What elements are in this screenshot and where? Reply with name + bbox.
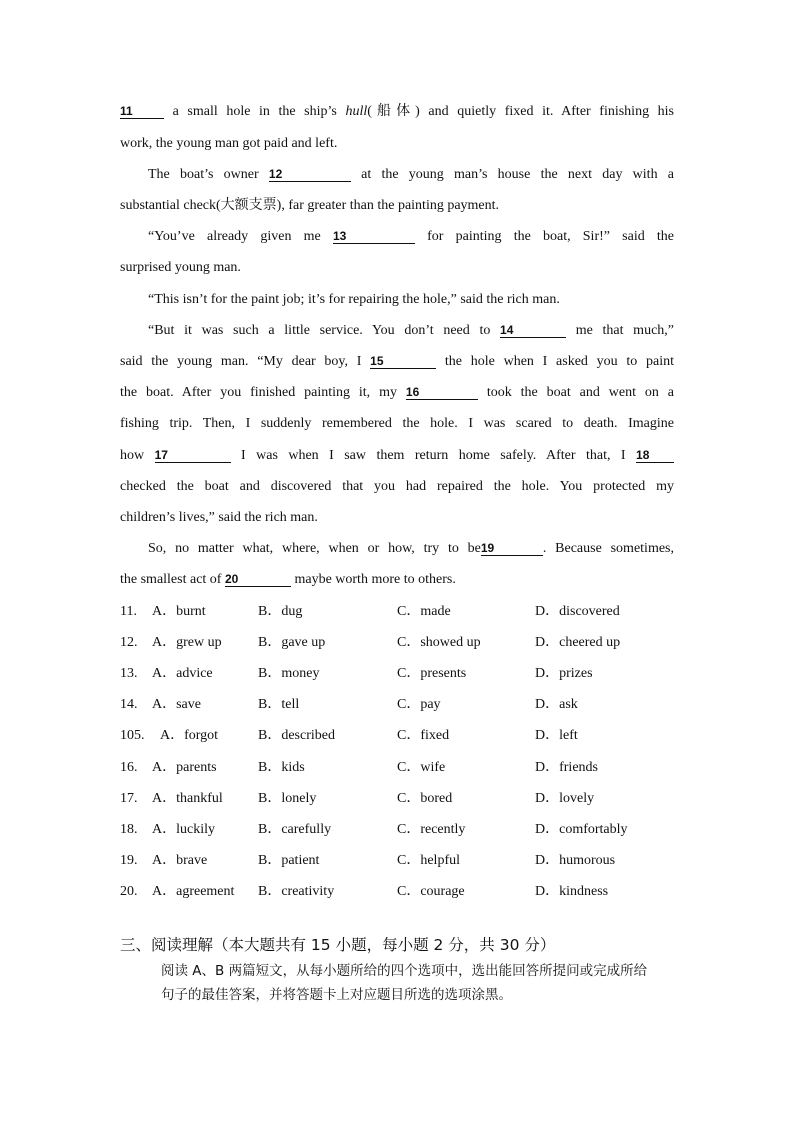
passage-line-14: children’s lives,” said the rich man. <box>120 510 318 525</box>
question-number: 18. <box>120 822 138 837</box>
option-a: A．forgot <box>160 728 219 743</box>
question-number: 16. <box>120 760 138 775</box>
question-number: 13. <box>120 666 138 681</box>
question-number: 105. <box>120 728 145 743</box>
option-row <box>120 852 680 870</box>
option-a: A．grew up <box>152 635 222 650</box>
passage-line-5: “You’ve already given me 13 for painting the boat, Sir!” said the <box>148 229 674 244</box>
blank-18: 18 <box>636 449 674 463</box>
passage-line-10: the boat. After you finished painting it, my 16 took the boat and went on a <box>120 385 675 400</box>
option-d: D．ask <box>535 697 578 712</box>
question-number: 11. <box>120 604 137 619</box>
option-row <box>120 665 680 683</box>
option-c: C．pay <box>397 697 441 712</box>
option-d: D．comfortably <box>535 822 628 837</box>
passage-line-9: said the young man. “My dear boy, I 15 the hole when I asked you to paint <box>120 354 675 369</box>
option-b: B．lonely <box>258 791 317 806</box>
option-d: D．cheered up <box>535 635 621 650</box>
passage-line-12: how 17 I was when I saw them return home safely. After that, I 18 <box>120 447 674 465</box>
option-b: B．described <box>258 728 335 743</box>
passage-line-3: The boat’s owner 12 at the young man’s house the next day with a <box>148 167 675 182</box>
question-number: 20. <box>120 884 138 899</box>
option-a: A．luckily <box>152 822 215 837</box>
option-b: B．dug <box>258 604 303 619</box>
question-number: 14. <box>120 697 138 712</box>
option-row <box>120 727 680 745</box>
blank-17: 17 <box>155 449 231 463</box>
option-row <box>120 603 680 621</box>
passage-line-2: work, the young man got paid and left. <box>120 136 338 151</box>
option-row <box>120 759 680 777</box>
option-c: C．showed up <box>397 635 481 650</box>
option-c: C．fixed <box>397 728 450 743</box>
blank-12: 12 <box>269 168 351 182</box>
section-title: 三、阅读理解（本大题共有 15 小题，每小题 2 分，共 30 分） <box>120 936 556 954</box>
option-b: B．patient <box>258 853 320 868</box>
question-number: 17. <box>120 791 138 806</box>
option-d: D．left <box>535 728 578 743</box>
option-c: C．recently <box>397 822 466 837</box>
option-a: A．save <box>152 697 201 712</box>
option-c: C．presents <box>397 666 467 681</box>
option-d: D．prizes <box>535 666 593 681</box>
blank-14: 14 <box>500 324 566 338</box>
option-row <box>120 821 680 839</box>
option-a: A．brave <box>152 853 208 868</box>
option-a: A．agreement <box>152 884 235 899</box>
option-a: A．advice <box>152 666 213 681</box>
option-b: B．kids <box>258 760 305 775</box>
blank-11: 11 <box>120 105 164 119</box>
option-b: B．carefully <box>258 822 332 837</box>
option-row <box>120 696 680 714</box>
section-instruction-2: 句子的最佳答案，并将答题卡上对应题目所选的选项涂黑。 <box>161 987 512 1003</box>
option-b: B．creativity <box>258 884 335 899</box>
passage-line-16: the smallest act of 20 maybe worth more to others. <box>120 572 456 587</box>
option-a: A．burnt <box>152 604 206 619</box>
option-d: D．kindness <box>535 884 609 899</box>
option-d: D．discovered <box>535 604 620 619</box>
option-b: B．tell <box>258 697 300 712</box>
passage-line-11: fishing trip. Then, I suddenly remembered the hole. I was scared to death. Imagine <box>120 416 674 431</box>
option-row <box>120 634 680 652</box>
passage-line-6: surprised young man. <box>120 260 241 275</box>
option-c: C．made <box>397 604 451 619</box>
section-instruction-1: 阅读 A、B 两篇短文，从每小题所给的四个选项中，选出能回答所提问或完成所给 <box>161 963 648 979</box>
passage-line-4: substantial check(大额支票), far greater than the painting payment. <box>120 198 500 213</box>
option-c: C．wife <box>397 760 446 775</box>
option-a: A．thankful <box>152 791 223 806</box>
option-b: B．gave up <box>258 635 326 650</box>
question-number: 12. <box>120 635 138 650</box>
blank-16: 16 <box>406 386 478 400</box>
option-c: C．helpful <box>397 853 460 868</box>
option-b: B．money <box>258 666 320 681</box>
blank-13: 13 <box>333 230 415 244</box>
option-row <box>120 883 680 901</box>
passage-line-8: “But it was such a little service. You don’t need to 14 me that much,” <box>148 323 675 338</box>
blank-19: 19 <box>481 542 543 556</box>
option-c: C．courage <box>397 884 465 899</box>
passage-line-15: So, no matter what, where, when or how, try to be19 . Because sometimes, <box>148 541 674 556</box>
option-a: A．parents <box>152 760 217 775</box>
passage-line-1: 11 a small hole in the ship’s hull(船体) and quietly fixed it. After finishing his <box>120 104 674 119</box>
question-number: 19. <box>120 853 138 868</box>
option-c: C．bored <box>397 791 453 806</box>
option-d: D．humorous <box>535 853 616 868</box>
option-d: D．friends <box>535 760 598 775</box>
option-d: D．lovely <box>535 791 595 806</box>
blank-20: 20 <box>225 573 291 587</box>
option-row <box>120 790 680 808</box>
blank-15: 15 <box>370 355 436 369</box>
passage-line-7: “This isn’t for the paint job; it’s for repairing the hole,” said the rich man. <box>148 292 560 307</box>
passage-line-13: checked the boat and discovered that you had repaired the hole. You protected my <box>120 479 674 494</box>
